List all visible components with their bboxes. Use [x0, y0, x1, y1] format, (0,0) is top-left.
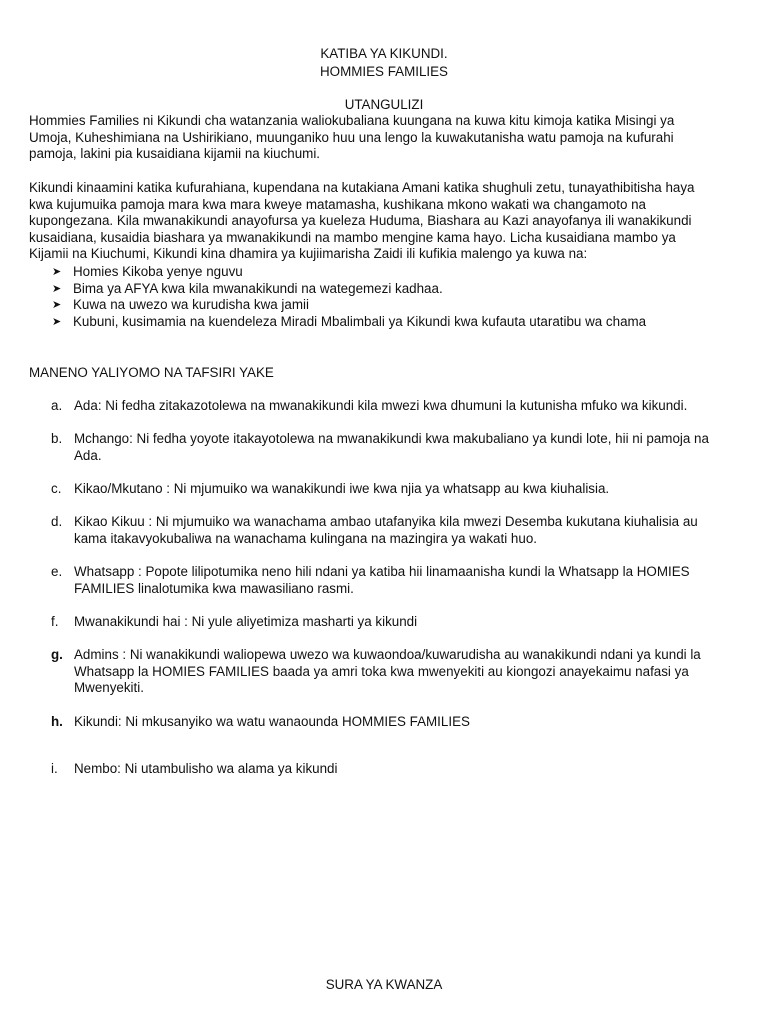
goal-item — [52, 297, 742, 314]
goal-item — [52, 264, 742, 281]
list-letter: g. — [51, 647, 63, 662]
intro-p2-line: Kikundi kinaamini katika kufurahiana, kupendana na kutakiana Amani katika shughuli zetu, tunayathibitisha haya — [29, 180, 695, 195]
definition-text: Ada. — [74, 447, 102, 463]
list-letter: a. — [51, 398, 63, 413]
definition-text: Ni yule aliyetimiza masharti ya kikundi — [187, 614, 418, 629]
goal-text: Kubuni, kusimamia na kuendeleza Miradi Mbalimbali ya Kikundi kwa kufauta utaratibu wa chama — [73, 313, 647, 329]
definition-item-g — [51, 647, 741, 697]
definition-term: Admins : — [74, 647, 127, 662]
definition-text: kama itakavyokubaliwa na wanachama kulingana na mazingira ya wakati huo. — [74, 530, 537, 546]
intro-p1-line-1 — [29, 113, 741, 130]
definition-text: Ni wanakikundi waliopewa uwezo wa kuwaondoa/kuwarudisha au wanakikundi ndani ya kundi la — [126, 647, 701, 662]
list-letter: f. — [51, 614, 59, 629]
goal-text: Kuwa na uwezo wa kurudisha kwa jamii — [73, 297, 309, 313]
definitions-heading: MANENO YALIYOMO NA TAFSIRI YAKE — [29, 365, 274, 380]
definition-text: Mwenyekiti. — [74, 680, 144, 696]
definition-term: Nembo: — [74, 761, 121, 776]
intro-p1-line-3: pamoja, lakini pia kusaidiana kijamii na kiuchumi. — [29, 146, 321, 162]
definition-item-a — [51, 398, 741, 415]
definition-text: Ni fedha yoyote itakayotolewa na mwanakikundi kwa makubaliano ya kundi lote, hii ni pamoja na — [132, 431, 709, 446]
group-name-heading: HOMMIES FAMILIES — [320, 64, 448, 79]
list-letter: d. — [51, 514, 63, 529]
goal-text: Homies Kikoba yenye nguvu — [73, 264, 243, 279]
definition-text: Ni mjumuiko wa wanakikundi iwe kwa njia ya whatsapp au kwa kiuhalisia. — [170, 481, 610, 496]
definition-item-b — [51, 431, 741, 464]
goal-item — [52, 314, 742, 331]
goal-text: Bima ya AFYA kwa kila mwanakikundi na wategemezi kadhaa. — [73, 280, 443, 296]
definition-text: Popote lilipotumika neno hili ndani ya katiba hii linamaanisha kundi la Whatsapp la HOMIES — [141, 564, 690, 579]
list-letter: i. — [51, 761, 58, 776]
list-letter: e. — [51, 564, 63, 579]
list-letter: b. — [51, 431, 63, 446]
definition-term: Kikao/Mkutano : — [74, 481, 171, 496]
definition-term: Whatsapp : — [74, 564, 142, 579]
arrow-bullet-icon: ➤ — [52, 282, 62, 295]
definition-text: FAMILIES linalotumika kwa mawasiliano rasmi. — [74, 580, 354, 596]
chapter-heading: SURA YA KWANZA — [325, 977, 443, 992]
definition-term: Ada: — [74, 398, 102, 413]
intro-paragraph-2 — [29, 180, 741, 263]
definition-item-c — [51, 481, 741, 498]
goal-item — [52, 281, 742, 298]
definition-text: Ni fedha zitakazotolewa na mwanakikundi kila mwezi kwa dhumuni la kutunisha mfuko wa kikundi. — [101, 398, 688, 413]
list-letter: h. — [51, 714, 63, 729]
intro-p2-line: Kijamii na Kiuchumi, Kikundi kina dhamira ya kujiimarisha Zaidi ili kufikia malengo ya kuwa na: — [29, 246, 588, 262]
definition-item-f — [51, 614, 741, 631]
definition-text: Ni mjumuiko wa wanachama ambao utafanyika kila mwezi Desemba kukutana kiuhalisia au — [152, 514, 698, 529]
intro-p1-line-2: Umoja, Kuheshimiana na Ushirikiano, muunganiko huu una lengo la kuwakutanisha watu pamoja na kufurahi — [29, 129, 674, 145]
definition-item-h — [51, 714, 741, 731]
arrow-bullet-icon: ➤ — [52, 299, 62, 312]
list-letter: c. — [51, 481, 62, 496]
definition-term: Kikundi: — [74, 714, 122, 729]
intro-p2-line: kupongezana. Kila mwanakikundi anayofursa ya kueleza Huduma, Biashara au Kazi anayofanya ili wanakikundi — [29, 213, 692, 229]
definition-text: Ni utambulisho wa alama ya kikundi — [120, 761, 338, 776]
document-title: KATIBA YA KIKUNDI. — [320, 46, 448, 61]
definition-item-d — [51, 514, 741, 547]
definition-term: Mwanakikundi hai : — [74, 614, 188, 629]
definition-text: Ni mkusanyiko wa watu wanaounda HOMMIES FAMILIES — [121, 714, 470, 729]
arrow-bullet-icon: ➤ — [52, 266, 62, 278]
intro-paragraph-1 — [29, 113, 741, 163]
intro-p1-line-1-text: ni Kikundi cha watanzania waliokubaliana kuungana na kuwa kitu kimoja katika Misingi ya — [139, 113, 675, 128]
intro-heading: UTANGULIZI — [344, 97, 424, 112]
definition-text: Whatsapp la HOMIES FAMILIES baada ya amri toka kwa mwenyekiti au kiongozi anayekaimu nafasi ya — [74, 663, 689, 679]
arrow-bullet-icon: ➤ — [52, 315, 62, 328]
definition-item-i — [51, 761, 741, 778]
intro-p2-line: kusaidiana, kusaidia biashara ya mwanakikundi na mambo mengine kama hayo. Licha kusaidiana mambo ya — [29, 229, 676, 245]
definition-item-e — [51, 564, 741, 597]
definition-term: Kikao Kikuu : — [74, 514, 153, 529]
intro-p2-line: kwa kujumuika pamoja mara kwa mara kweye matamasha, kushikana mkono wakati wa changamoto na — [29, 196, 647, 212]
definition-term: Mchango: — [74, 431, 133, 446]
group-name-bold: Hommies Families — [29, 113, 140, 128]
goals-list — [52, 264, 742, 330]
